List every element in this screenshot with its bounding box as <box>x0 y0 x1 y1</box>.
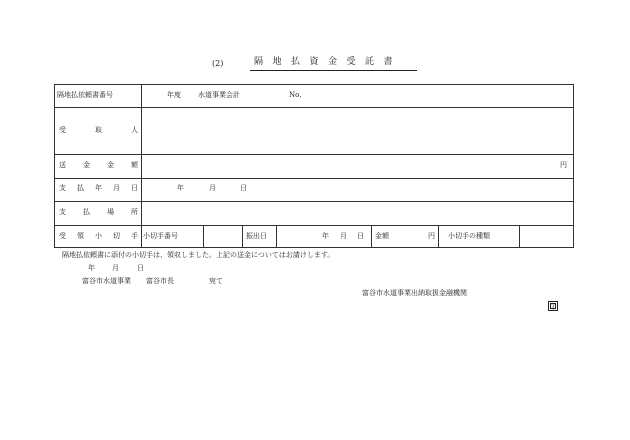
title-underline <box>250 70 417 71</box>
addressee-org: 富谷市水道事業 <box>82 277 131 285</box>
seal-char: 印 <box>549 302 557 311</box>
check-label-char: 小 <box>95 232 102 240</box>
issue-date-month: 月 <box>340 232 347 240</box>
check-label-char: 受 <box>59 232 66 240</box>
check-amount-yen: 円 <box>428 232 435 240</box>
date-year: 年 <box>88 264 95 272</box>
issue-date-day: 日 <box>357 232 364 240</box>
issue-date-year: 年 <box>322 232 329 240</box>
pay-date-day: 日 <box>240 184 247 192</box>
amount-label-char: 額 <box>131 161 138 169</box>
label-column-divider <box>141 85 142 247</box>
recipient-label-char: 受 <box>59 126 66 134</box>
pay-date-label-char: 月 <box>113 184 120 192</box>
cell-divider <box>276 225 277 247</box>
fiscal-year-text: 年度 <box>167 91 181 99</box>
check-label-char: 切 <box>113 232 120 240</box>
amount-label-char: 金 <box>83 161 90 169</box>
check-amount-label: 金額 <box>375 232 389 240</box>
number-prefix: No. <box>289 91 302 99</box>
account-name: 水道事業会計 <box>198 91 240 99</box>
date-month: 月 <box>112 264 119 272</box>
pay-date-label-char: 年 <box>95 184 102 192</box>
cell-divider <box>438 225 439 247</box>
amount-yen-unit: 円 <box>560 161 567 169</box>
cell-divider <box>371 225 372 247</box>
pay-date-month: 月 <box>209 184 216 192</box>
row-divider <box>55 178 573 179</box>
issuer-bank: 富谷市水道事業出納取扱金融機関 <box>362 289 467 297</box>
pay-place-label-char: 場 <box>107 208 114 216</box>
pay-date-label-char: 日 <box>131 184 138 192</box>
check-number-label: 小切手番号 <box>143 232 178 240</box>
row-divider <box>55 154 573 155</box>
row-divider <box>55 225 573 226</box>
receipt-statement: 隔地払依頼書に添付の小切手は、領収しました。上記の送金についてはお請けします。 <box>62 251 335 259</box>
addressee-suffix: 宛て <box>209 277 223 285</box>
recipient-label-char: 取 <box>95 126 102 134</box>
pay-date-label-char: 支 <box>59 184 66 192</box>
pay-date-label-char: 払 <box>77 184 84 192</box>
pay-place-label-char: 払 <box>83 208 90 216</box>
amount-label-char: 送 <box>59 161 66 169</box>
seal-stamp-box <box>548 301 558 311</box>
cell-divider <box>519 225 520 247</box>
check-label-char: 領 <box>77 232 84 240</box>
recipient-label-char: 人 <box>131 126 138 134</box>
check-kind-label: 小切手の種類 <box>448 232 490 240</box>
cell-divider <box>242 225 243 247</box>
pay-place-label-char: 所 <box>131 208 138 216</box>
check-label-char: 手 <box>131 232 138 240</box>
cell-divider <box>203 225 204 247</box>
pay-place-label-char: 支 <box>59 208 66 216</box>
date-day: 日 <box>137 264 144 272</box>
addressee-title: 富谷市長 <box>146 277 174 285</box>
issue-date-label: 振出日 <box>246 232 267 240</box>
title-number: (2) <box>212 59 224 68</box>
row-divider <box>55 107 573 108</box>
amount-label-char: 金 <box>107 161 114 169</box>
request-number-label: 隔地払依頼書番号 <box>57 91 113 99</box>
row-divider <box>55 201 573 202</box>
pay-date-year: 年 <box>177 184 184 192</box>
document-title: 隔地払資金受託書 <box>254 57 403 67</box>
